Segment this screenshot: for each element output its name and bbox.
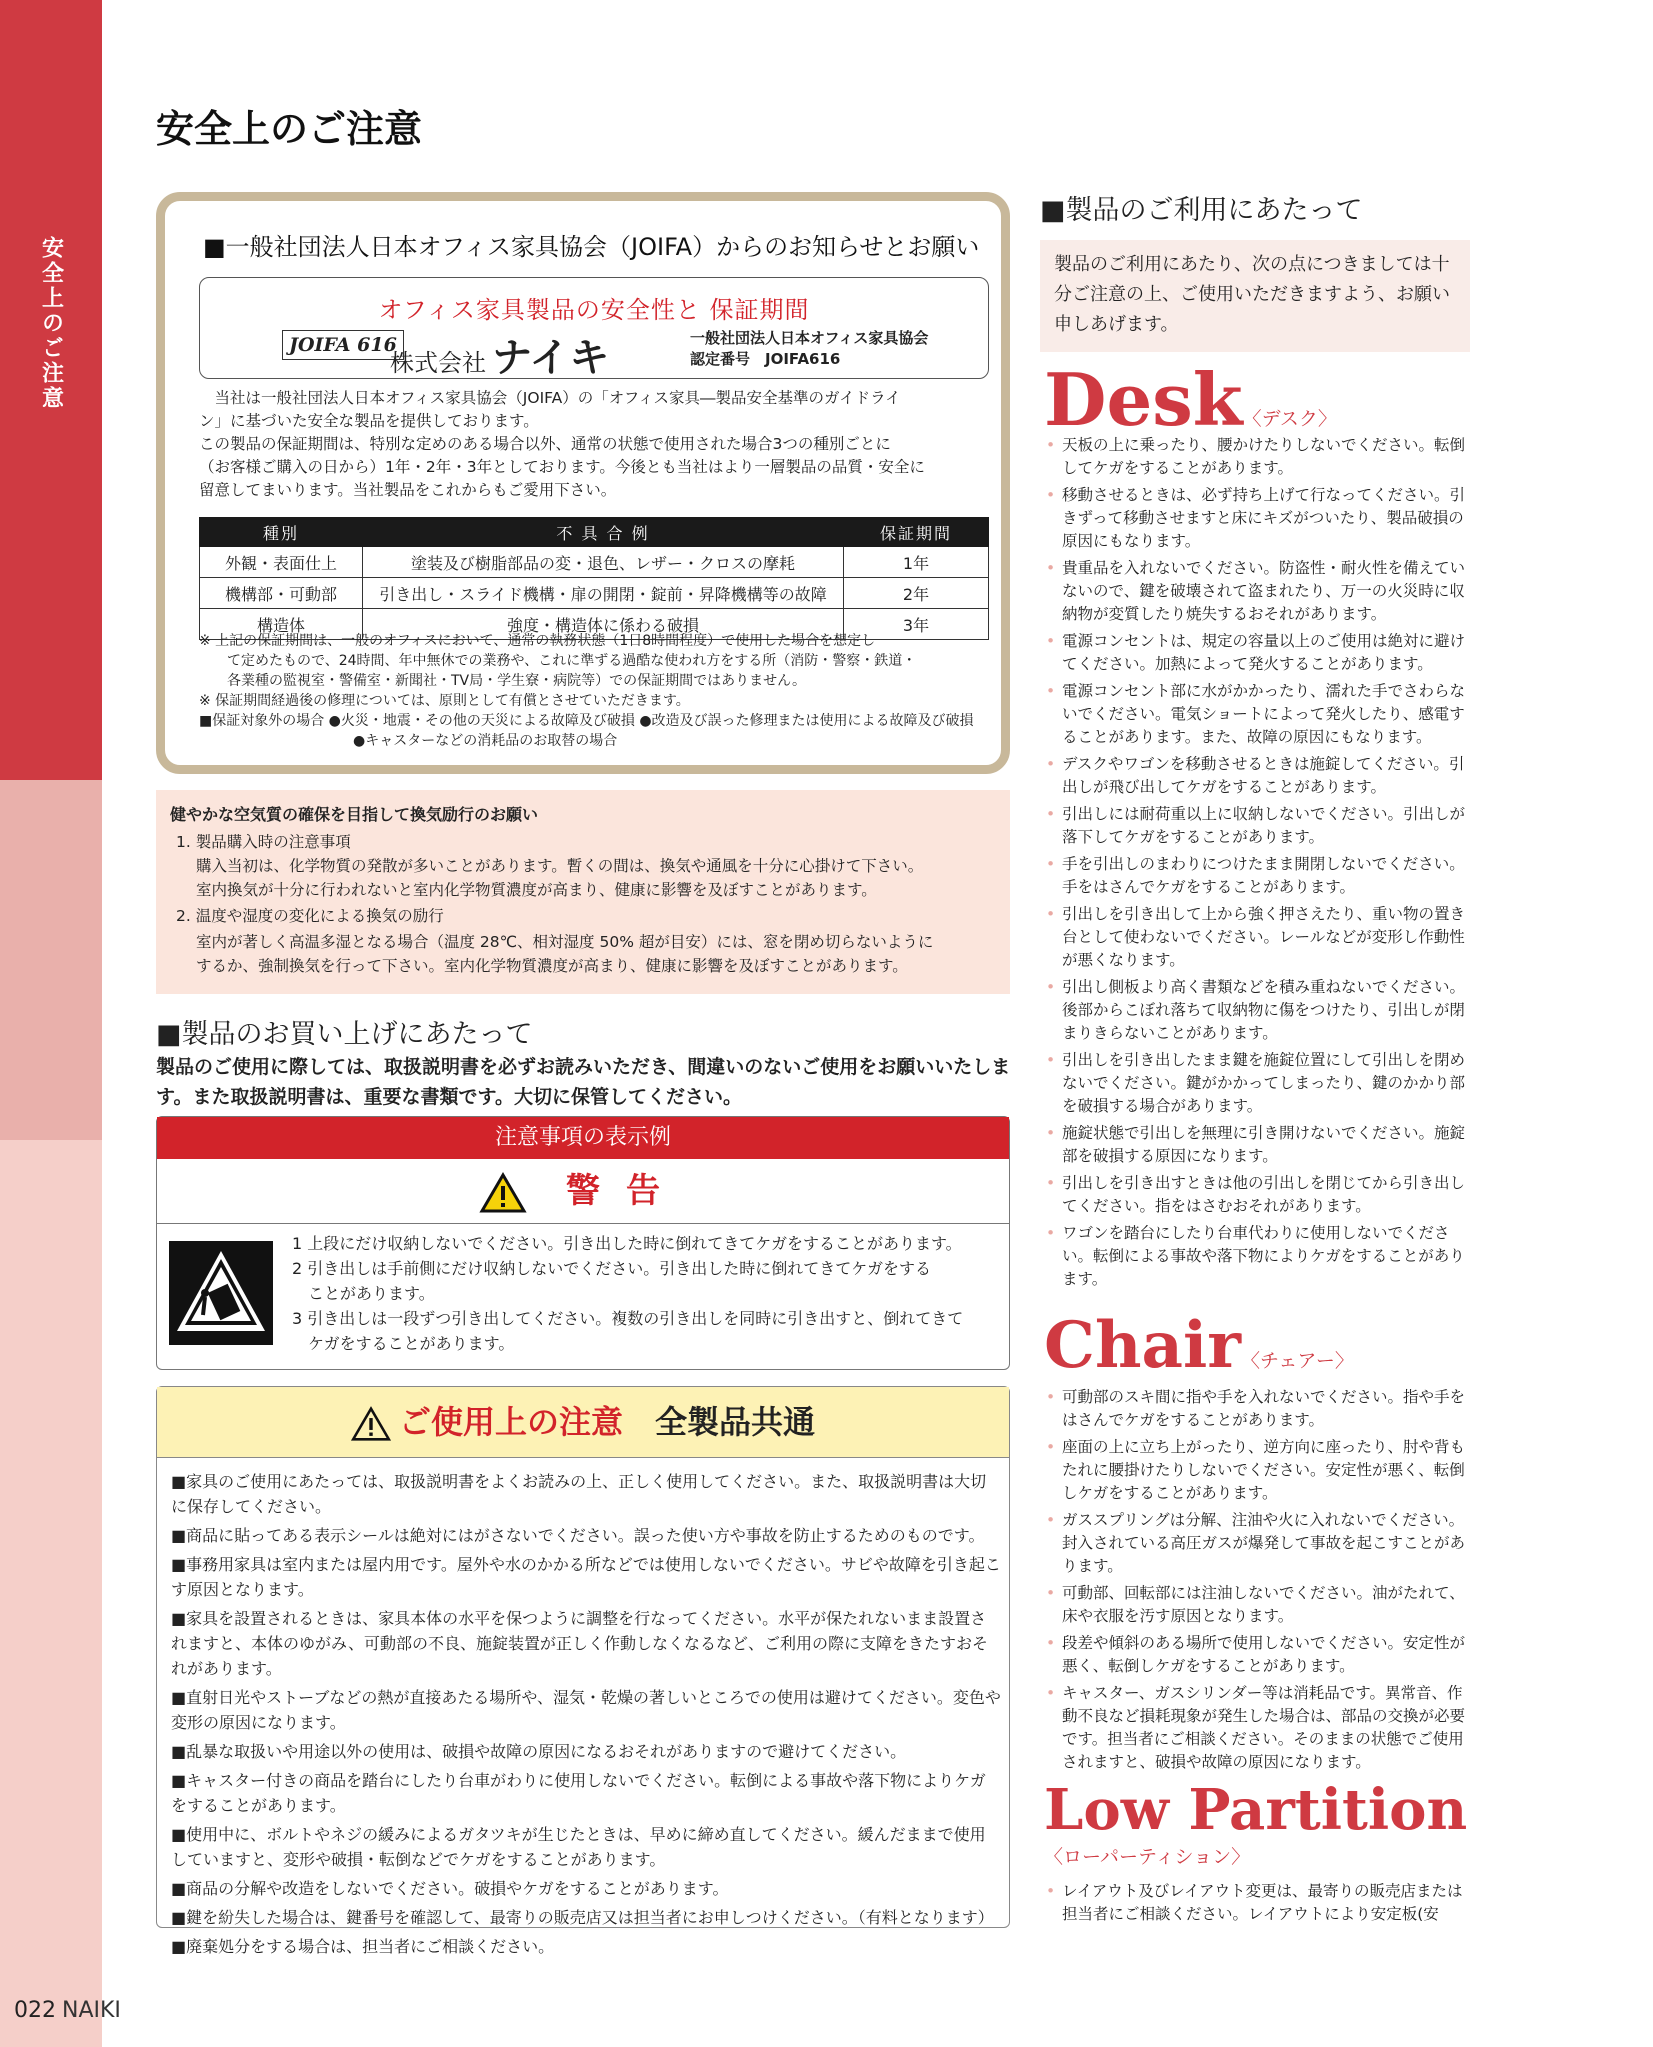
desk-subtitle: 〈デスク〉 xyxy=(1242,408,1337,430)
chair-list xyxy=(1044,1386,1476,1778)
table-header: 種別 xyxy=(200,518,363,547)
table-header-row xyxy=(200,518,989,547)
body-line: ン」に基づいた安全な製品を提供しております。 xyxy=(199,412,539,430)
air-item2-title: 2. 温度や湿度の変化による換気の励行 xyxy=(176,907,444,925)
usage-item: ■キャスター付きの商品を踏台にしたり台車がわりに使用しないでください。転倒による事故や落下物によりケガをすることがあります。 xyxy=(171,1771,986,1815)
desk-item: • 貴重品を入れないでください。防盗性・耐火性を備えていないので、鍵を破壊されて盗まれたり、万一の火災時に収納物が変質したり焼失するおそれがあります。 xyxy=(1044,557,1476,626)
notice-list xyxy=(292,1231,1002,1356)
usage-item: ■商品の分解や改造をしないでください。破損やケガをすることがあります。 xyxy=(171,1879,729,1898)
desk-item: • 引出しを引き出すときは他の引出しを閉じてから引き出してください。指をはさむおそれがあります。 xyxy=(1044,1172,1476,1218)
footer xyxy=(14,1998,121,2023)
usage-item: ■家具を設置されるときは、家具本体の水平を保つように調整を行なってください。水平が保たれないまま設置されますと、本体のゆがみ、可動部の不良、施錠装置が正しく作動しなくなるなど、ご利用の際に支障をきたすおそれがあります。 xyxy=(171,1609,988,1678)
side-bar-mid xyxy=(0,780,102,1140)
note-line: ■保証対象外の場合 ●火災・地震・その他の天災による故障及び破損 ●改造及び誤った修理または使用による故障及び破損 xyxy=(199,713,974,729)
company-brand: ナイキ xyxy=(492,335,610,381)
table-cell: 3年 xyxy=(844,609,989,640)
table-header: 不 具 合 例 xyxy=(363,518,844,547)
desk-item: • 天板の上に乗ったり、腰かけたりしないでください。転倒してケガをすることがあります。 xyxy=(1044,434,1476,480)
desk-item: • 施錠状態で引出しを無理に引き開けないでください。施錠部を破損する原因になります。 xyxy=(1044,1122,1476,1168)
chair-subtitle: 〈チェアー〉 xyxy=(1240,1350,1354,1372)
warning-row xyxy=(157,1159,1009,1224)
caution-triangle-icon xyxy=(351,1407,391,1441)
side-label: 安全上のご注意 xyxy=(38,236,64,411)
chair-item: • 可動部のスキ間に指や手を入れないでください。指や手をはさんでケガをすることがあります。 xyxy=(1044,1386,1476,1432)
chair-title xyxy=(1044,1310,1354,1397)
body-line: 当社は一般社団法人日本オフィス家具協会（JOIFA）の「オフィス家具―製品安全基準のガイドライ xyxy=(199,389,901,407)
note-line: ●キャスターなどの消耗品のお取替の場合 xyxy=(199,733,618,749)
table-cell: 外観・表面仕上 xyxy=(200,547,363,578)
desk-item: • 引出しを引き出したまま鍵を施錠位置にして引出しを閉めないでください。鍵がかかってしまったり、鍵のかかり部を破損する場合があります。 xyxy=(1044,1049,1476,1118)
air-item2-line: 室内が著しく高温多湿となる場合（温度 28℃、相対湿度 50% 超が目安）には、窓を閉め切らないように xyxy=(196,933,934,951)
use-intro: 製品のご利用にあたり、次の点につきましては十分ご注意の上、ご使用いただきますよう、お願い申しあげます。 xyxy=(1040,240,1470,352)
table-cell: 1年 xyxy=(844,547,989,578)
table-cell: 2年 xyxy=(844,578,989,609)
notice-item: 3 引き出しは一段ずつ引き出してください。複数の引き出しを同時に引き出すと、倒れてきて xyxy=(292,1309,964,1328)
partition-item: • レイアウト及びレイアウト変更は、最寄りの販売店または担当者にご相談ください。レイアウトにより安定板(安 xyxy=(1044,1880,1476,1926)
desk-item: • 電源コンセントは、規定の容量以上のご使用は絶対に避けてください。加熱によって発火することがあります。 xyxy=(1044,630,1476,676)
notice-item: ことがあります。 xyxy=(292,1284,435,1303)
warning-triangle-icon xyxy=(480,1173,526,1213)
table-cell: 引き出し・スライド機構・扉の開閉・錠前・昇降機構等の故障 xyxy=(363,578,844,609)
joifa-subtitle: オフィス家具製品の安全性と 保証期間 xyxy=(378,296,810,324)
note-line: て定めたもので、24時間、年中無休での業務や、これに準ずる過酷な使われ方をする所（消防・警察・鉄道・ xyxy=(199,653,917,669)
partition-title: Low Partition xyxy=(1044,1777,1468,1843)
table-row xyxy=(200,547,989,578)
usage-item: ■乱暴な取扱いや用途以外の使用は、破損や故障の原因になるおそれがありますので避けてください。 xyxy=(171,1742,907,1761)
usage-notes-box xyxy=(156,1386,1010,1956)
partition-list xyxy=(1044,1880,1476,1928)
body-line: 留意してまいります。当社製品をこれからもご愛用下さい。 xyxy=(199,481,617,499)
page-number: 022 xyxy=(14,1998,56,2023)
notice-example xyxy=(156,1116,1010,1370)
purchase-body: 製品のご使用に際しては、取扱説明書を必ずお読みいただき、間違いのないご使用をお願いいたします。また取扱説明書は、重要な書類です。大切に保管してください。 xyxy=(156,1056,1011,1108)
air-item1-line: 室内換気が十分に行われないと室内化学物質濃度が高まり、健康に影響を及ぼすことがあります。 xyxy=(196,881,877,899)
desk-list xyxy=(1044,434,1476,1295)
usage-item: ■事務用家具は室内または屋内用です。屋外や水のかかる所などでは使用しないでください。サビや故障を引き起こす原因となります。 xyxy=(171,1555,1001,1599)
usage-item: ■商品に貼ってある表示シールは絶対にはがさないでください。誤った使い方や事故を防止するためのものです。 xyxy=(171,1526,985,1545)
usage-item: ■直射日光やストーブなどの熱が直接あたる場所や、湿気・乾燥の著しいところでの使用は避けてください。変色や変形の原因になります。 xyxy=(171,1688,1001,1732)
page-title: 安全上のご注意 xyxy=(156,107,423,151)
desk-item: • ワゴンを踏台にしたり台車代わりに使用しないでください。転倒による事故や落下物によりケガをすることがあります。 xyxy=(1044,1222,1476,1291)
chair-item: • ガススプリングは分解、注油や火に入れないでください。封入されている高圧ガスが爆発して事故を起こすことがあります。 xyxy=(1044,1509,1476,1578)
desk-item: • デスクやワゴンを移動させるときは施錠してください。引出しが飛び出してケガをすることがあります。 xyxy=(1044,753,1476,799)
usage-item: ■使用中に、ボルトやネジの緩みによるガタツキが生じたときは、早めに締め直してください。緩んだままで使用していますと、変形や破損・転倒などでケガをすることがあります。 xyxy=(171,1825,986,1869)
usage-header xyxy=(157,1387,1009,1458)
chair-item: • 座面の上に立ち上がったり、逆方向に座ったり、肘や背もたれに腰掛けたりしないでください。安定性が悪く、転倒しケガをすることがあります。 xyxy=(1044,1436,1476,1505)
joifa-box xyxy=(156,192,1010,774)
assoc-cert: 認定番号 JOIFA616 xyxy=(690,350,841,368)
table-cell: 強度・構造体に係わる破損 xyxy=(363,609,844,640)
footer-brand: NAIKI xyxy=(62,1998,121,2023)
joifa-badge: JOIFA 616 xyxy=(282,330,404,360)
notice-item: 2 引き出しは手前側にだけ収納しないでください。引き出した時に倒れてきてケガをする xyxy=(292,1259,931,1278)
note-line: ※ 保証期間経過後の修理については、原則として有償とさせていただきます。 xyxy=(199,693,690,709)
air-heading: 健やかな空気質の確保を目指して換気励行のお願い xyxy=(170,805,539,824)
desk-item: • 引出し側板より高く書類などを積み重ねないでください。後部からこぼれ落ちて収納物に傷をつけたり、引出しが閉まりきらないことがあります。 xyxy=(1044,976,1476,1045)
usage-item: ■家具のご使用にあたっては、取扱説明書をよくお読みの上、正しく使用してください。また、取扱説明書は大切に保存してください。 xyxy=(171,1472,987,1516)
air-item1-line: 購入当初は、化学物質の発散が多いことがあります。暫くの間は、換気や通風を十分に心掛けて下さい。 xyxy=(196,857,924,875)
tipping-cabinet-icon xyxy=(169,1241,273,1345)
company-name xyxy=(390,326,609,383)
body-line: （お客様ご購入の日から）1年・2年・3年としております。今後とも当社はより一層製品の品質・安全に xyxy=(199,458,925,476)
joifa-notes xyxy=(199,631,989,751)
table-cell: 機構部・可動部 xyxy=(200,578,363,609)
joifa-heading: ■一般社団法人日本オフィス家具協会（JOIFA）からのお知らせとお願い xyxy=(203,233,980,261)
assoc-line: 一般社団法人日本オフィス家具協会 xyxy=(690,329,929,347)
air-item2-line: するか、強制換気を行って下さい。室内化学物質濃度が高まり、健康に影響を及ぼすことがあります。 xyxy=(196,957,908,975)
chair-title-text: Chair xyxy=(1044,1308,1241,1383)
usage-list xyxy=(171,1469,1001,1963)
table-cell: 構造体 xyxy=(200,609,363,640)
desk-title-text: Desk xyxy=(1044,357,1243,442)
joifa-label-box xyxy=(199,277,989,379)
desk-item: • 手を引出しのまわりにつけたまま開閉しないでください。手をはさんでケガをすることがあります。 xyxy=(1044,853,1476,899)
use-heading: ■製品のご利用にあたって xyxy=(1040,195,1363,226)
desk-item: • 電源コンセント部に水がかかったり、濡れた手でさわらないでください。電気ショートによって発火したり、感電することがあります。また、故障の原因にもなります。 xyxy=(1044,680,1476,749)
purchase-heading: ■製品のお買い上げにあたって xyxy=(156,1019,533,1050)
joifa-body xyxy=(199,387,989,502)
table-cell: 塗装及び樹脂部品の変・退色、レザー・クロスの摩耗 xyxy=(363,547,844,578)
note-line: ※ 上記の保証期間は、一般のオフィスにおいて、通常の執務状態（1日8時間程度）で使用した場合を想定し xyxy=(199,633,876,649)
warranty-table xyxy=(199,517,989,640)
notice-item: 1 上段にだけ収納しないでください。引き出した時に倒れてきてケガをすることがあります。 xyxy=(292,1234,962,1253)
chair-item: • 可動部、回転部には注油しないでください。油がたれて、床や衣服を汚す原因となります。 xyxy=(1044,1582,1476,1628)
usage-title-red: ご使用上の注意 xyxy=(398,1403,623,1441)
note-line: 各業種の監視室・警備室・新聞社・TV局・学生寮・病院等）での保証期間ではありません。 xyxy=(199,673,806,689)
usage-title: 全製品共通 xyxy=(655,1403,816,1441)
notice-item: ケガをすることがあります。 xyxy=(292,1334,515,1353)
partition-subtitle: 〈ローパーティション〉 xyxy=(1044,1846,1251,1868)
air-quality-box xyxy=(156,790,1010,994)
joifa-assoc xyxy=(690,328,928,370)
air-item1-title: 1. 製品購入時の注意事項 xyxy=(176,833,351,851)
warning-label: 警告 xyxy=(566,1171,686,1211)
usage-item: ■鍵を紛失した場合は、鍵番号を確認して、最寄りの販売店又は担当者にお申しつけください。（有料となります） xyxy=(171,1908,994,1927)
desk-item: • 引出しを引き出して上から強く押さえたり、重い物の置き台として使わないでください。レールなどが変形し作動性が悪くなります。 xyxy=(1044,903,1476,972)
chair-item: • 段差や傾斜のある場所で使用しないでください。安定性が悪く、転倒しケガをすることがあります。 xyxy=(1044,1632,1476,1678)
usage-item: ■廃棄処分をする場合は、担当者にご相談ください。 xyxy=(171,1937,555,1956)
company-prefix: 株式会社 xyxy=(390,349,486,377)
table-header: 保証期間 xyxy=(844,518,989,547)
body-line: この製品の保証期間は、特別な定めのある場合以外、通常の状態で使用された場合3つの種別ごとに xyxy=(199,435,891,453)
chair-item: • キャスター、ガスシリンダー等は消耗品です。異常音、作動不良など損耗現象が発生した場合は、部品の交換が必要です。担当者にご相談ください。そのままの状態でご使用されますと、破損や故障の原因になります。 xyxy=(1044,1682,1476,1774)
notice-header: 注意事項の表示例 xyxy=(157,1117,1009,1159)
table-row xyxy=(200,578,989,609)
desk-item: • 移動させるときは、必ず持ち上げて行なってください。引きずって移動させますと床にキズがついたり、製品破損の原因にもなります。 xyxy=(1044,484,1476,553)
desk-item: • 引出しには耐荷重以上に収納しないでください。引出しが落下してケガをすることがあります。 xyxy=(1044,803,1476,849)
